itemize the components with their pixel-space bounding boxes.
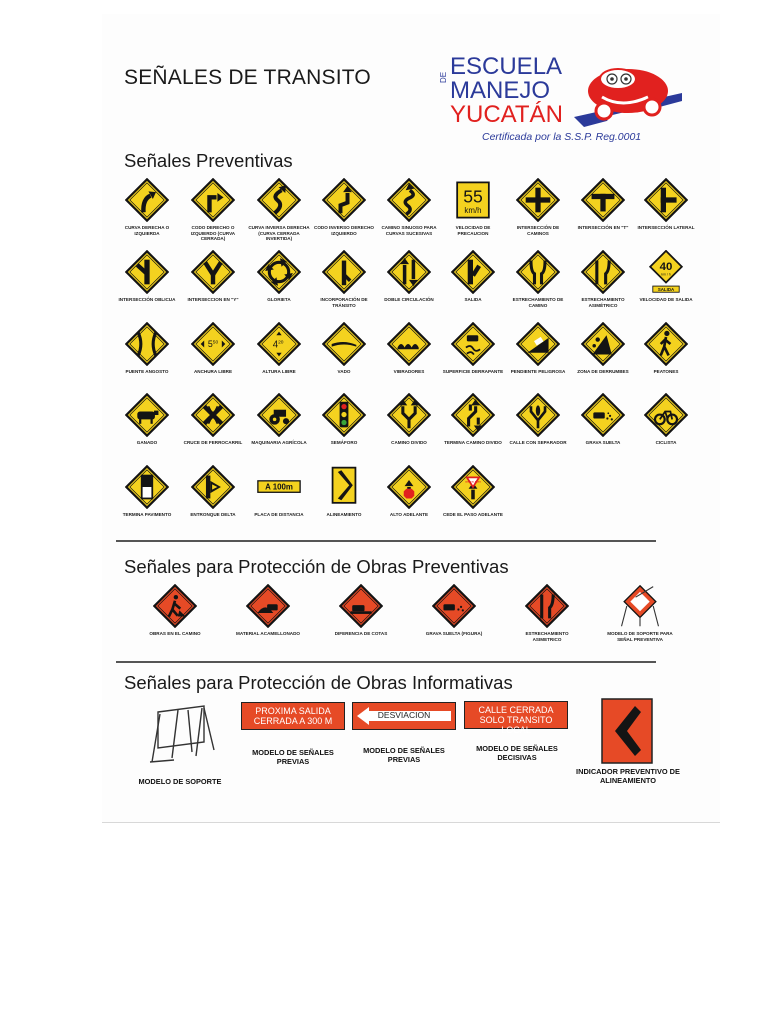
- sign-label: VIBRADORES: [393, 369, 425, 374]
- sign-label: ESTRECHAMIENTO DE CAMINO: [512, 297, 564, 308]
- support-stand-icon: [618, 584, 662, 628]
- preventive-sign: [116, 250, 178, 303]
- sign-label: ESTRECHAMIENTO ASIMÉTRICO: [581, 297, 625, 308]
- preventive-sign: [442, 322, 504, 375]
- height-limit-icon: [257, 322, 301, 366]
- side-road-icon: [644, 178, 688, 222]
- sign-label: CICLISTA: [655, 440, 677, 445]
- exit-speed-icon: [644, 250, 688, 294]
- preventive-sign: [572, 250, 634, 308]
- works-sign: [421, 584, 487, 637]
- sign-label: GRAVA SUELTA (FIGURA): [425, 631, 483, 636]
- distance-plate-icon: [249, 465, 309, 509]
- sign-label: INCORPORACIÓN DE TRÁNSITO: [320, 297, 368, 308]
- preventive-sign: [572, 322, 634, 375]
- sign-label: MODELO DE SOPORTE PARA SEÑAL PREVENTIVA: [607, 631, 673, 642]
- preventive-sign: [182, 465, 244, 518]
- preventive-sign: [507, 322, 569, 375]
- works-sign: [607, 584, 673, 642]
- previa-model-label-2: MODELO DE SEÑALES PREVIAS: [363, 746, 445, 764]
- level-difference-icon: [339, 584, 383, 628]
- sign-label: SEMÁFORO: [330, 440, 358, 445]
- sign-label: TERMINA CAMINO DIVIDO: [444, 440, 502, 445]
- divided-road-ends-icon: [451, 393, 495, 437]
- decisiva-model-label: MODELO DE SEÑALES DECISIVAS: [476, 744, 558, 762]
- sign-label: INTERSECCIÓN LATERAL: [637, 225, 695, 230]
- sign-label: PENDIENTE PELIGROSA: [510, 369, 566, 374]
- sign-label: CRUCE DE FERROCARRIL: [183, 440, 243, 445]
- support-model-label: MODELO DE SOPORTE: [138, 777, 222, 786]
- preventive-sign: [116, 465, 178, 518]
- preventive-sign: [116, 322, 178, 375]
- chevron-indicator-label: INDICADOR PREVENTIVO DE ALINEAMIENTO: [576, 767, 680, 785]
- loose-gravel-icon: [581, 393, 625, 437]
- roundabout-icon: [257, 250, 301, 294]
- decisiva-sign-text: CALLE CERRADA SOLO TRANSITO LOCAL: [478, 705, 554, 735]
- crossroads-icon: [516, 178, 560, 222]
- bicycle-icon: [644, 393, 688, 437]
- previa-sign-text: PROXIMA SALIDA CERRADA A 300 M: [253, 706, 333, 726]
- preventive-sign: [248, 178, 310, 242]
- yield-ahead-icon: [451, 465, 495, 509]
- road-narrows-icon: [516, 250, 560, 294]
- svg-text:A 100m: A 100m: [265, 482, 293, 492]
- sign-label: MAQUINARIA AGRÍCOLA: [251, 440, 307, 445]
- sign-label: VELOCIDAD DE SALIDA: [639, 297, 693, 302]
- sign-label: INTERSECCION EN "Y": [187, 297, 239, 302]
- works-sign: [235, 584, 301, 637]
- sign-label: PLACA DE DISTANCIA: [254, 512, 304, 517]
- sign-label: INTERSECCIÓN EN "T": [577, 225, 629, 230]
- section-divider: [116, 540, 656, 542]
- works-sign: [328, 584, 394, 637]
- preventive-sign: [248, 465, 310, 518]
- sign-label: TERMINA PAVIMENTO: [122, 512, 172, 517]
- sign-label: VELOCIDAD DE PRECAUCION: [455, 225, 491, 236]
- previa-sign-detour: [352, 702, 456, 730]
- oblique-intersection-icon: [125, 250, 169, 294]
- svg-text:CEDA EL PASO: CEDA EL PASO: [464, 481, 482, 484]
- svg-text:420: $4^{20}$: [272, 339, 284, 351]
- preventive-sign: [248, 393, 310, 446]
- preventive-sign: [378, 465, 440, 518]
- preventive-sign: [378, 250, 440, 303]
- falling-rocks-icon: [581, 322, 625, 366]
- chevron-icon: [322, 465, 366, 509]
- median-icon: [516, 393, 560, 437]
- page-title: SEÑALES DE TRANSITO: [124, 66, 371, 89]
- sign-label: CODO DERECHO O IZQUIERDO (CURVA CERRADA): [190, 225, 236, 242]
- preventive-sign: [182, 393, 244, 446]
- bumps-icon: [387, 322, 431, 366]
- preventive-sign: [116, 178, 178, 236]
- sign-label: CALLE CON SEPARADOR: [509, 440, 567, 445]
- svg-text:55: 55: [463, 186, 483, 207]
- sharp-turn-icon: [191, 178, 235, 222]
- svg-text:40: 40: [659, 261, 673, 274]
- sign-label: CURVA DERECHA O IZQUIERDA: [124, 225, 170, 236]
- sign-label: SALIDA: [464, 297, 482, 302]
- sign-label: CURVA INVERSA DERECHA (CURVA CERRADA INVERTIDA): [248, 225, 310, 242]
- cattle-icon: [125, 393, 169, 437]
- preventive-sign: [313, 178, 375, 236]
- logo-line3: YUCATÁN: [450, 101, 563, 128]
- winding-road-icon: [387, 178, 431, 222]
- divided-road-icon: [387, 393, 431, 437]
- sign-label: GRAVA SUELTA: [585, 440, 621, 445]
- sign-label: INTERSECCIÓN DE CAMINOS: [516, 225, 560, 236]
- tractor-icon: [257, 393, 301, 437]
- sign-label: CAMINO DIVIDO: [391, 440, 427, 445]
- car-mascot-icon: [564, 57, 684, 129]
- preventive-sign: [378, 393, 440, 446]
- sign-label: ALTO ADELANTE: [389, 512, 429, 517]
- sign-label: GLORIETA: [267, 297, 291, 302]
- preventive-sign: [182, 178, 244, 242]
- sign-label: ALINEAMIENTO: [326, 512, 362, 517]
- preventive-sign: [182, 250, 244, 303]
- previa-model-label: MODELO DE SEÑALES PREVIAS: [252, 748, 334, 766]
- sign-label: GANADO: [136, 440, 158, 445]
- preventive-sign: [442, 465, 504, 518]
- sign-label: VADO: [337, 369, 351, 374]
- svg-text:km/h: km/h: [464, 206, 482, 216]
- curve-arrow-icon: [125, 178, 169, 222]
- preventive-sign: [248, 250, 310, 303]
- y-intersection-icon: [191, 250, 235, 294]
- preventive-sign: [507, 393, 569, 446]
- pavement-ends-icon: [125, 465, 169, 509]
- sign-label: PEATONES: [653, 369, 679, 374]
- stop-ahead-icon: [387, 465, 431, 509]
- merge-icon: [322, 250, 366, 294]
- preventive-sign: [635, 250, 697, 303]
- preventive-sign: [572, 178, 634, 231]
- works-sign: [514, 584, 580, 642]
- svg-text:km / h: km / h: [661, 272, 671, 277]
- preventive-sign: [507, 250, 569, 308]
- section-divider: [116, 661, 656, 663]
- slippery-road-icon: [451, 322, 495, 366]
- school-logo: [436, 55, 686, 147]
- chevron-alignment-icon: [601, 698, 653, 764]
- two-way-icon: [387, 250, 431, 294]
- preventive-sign: [182, 322, 244, 375]
- sign-label: INTERSECCIÓN OBLICUA: [118, 297, 176, 302]
- gravel-icon: [432, 584, 476, 628]
- preventive-sign: [572, 393, 634, 446]
- sign-label: DOBLE CIRCULACIÓN: [384, 297, 434, 302]
- sign-label: SUPERFICIE DERRAPANTE: [442, 369, 504, 374]
- logo-line2: MANEJO: [450, 77, 551, 104]
- logo-line1: ESCUELA: [450, 53, 563, 80]
- reverse-turn-icon: [322, 178, 366, 222]
- sign-label: ALTURA LIBRE: [262, 369, 296, 374]
- steep-slope-icon: [516, 322, 560, 366]
- preventive-sign: [442, 178, 504, 236]
- sign-label: ESTRECHAMIENTO ASIMETRICO: [525, 631, 569, 642]
- pedestrian-icon: [644, 322, 688, 366]
- railroad-crossing-icon: [191, 393, 235, 437]
- speed-limit-icon: [451, 178, 495, 222]
- preventive-sign: [116, 393, 178, 446]
- section-works-informative-title: Señales para Protección de Obras Informativas: [124, 672, 513, 693]
- preventive-sign: [378, 178, 440, 236]
- detour-text: DESVIACION: [377, 710, 431, 720]
- section-preventive-title: Señales Preventivas: [124, 150, 293, 171]
- svg-text:550: $5^{50}$: [207, 339, 219, 350]
- section-works-preventive-title: Señales para Protección de Obras Preventivas: [124, 556, 509, 577]
- delta-junction-icon: [191, 465, 235, 509]
- sign-label: CAMINO SINUOSO PARA CURVAS SUCESIVAS: [381, 225, 437, 236]
- sign-label: MATERIAL ACAMELLONADO: [236, 631, 300, 636]
- previa-sign-closed-exit: [241, 702, 345, 730]
- preventive-sign: [635, 178, 697, 231]
- support-stand-icon: [148, 702, 218, 768]
- svg-text:SALIDA: SALIDA: [657, 286, 675, 292]
- sign-label: PUENTE ANGOSTO: [125, 369, 169, 374]
- preventive-sign: [313, 250, 375, 308]
- logo-certification: Certificada por la S.S.P. Reg.0001: [482, 131, 642, 143]
- material-icon: [246, 584, 290, 628]
- sign-label: OBRAS EN EL CAMINO: [149, 631, 201, 636]
- road-work-icon: [153, 584, 197, 628]
- preventive-sign: [378, 322, 440, 375]
- narrow-icon: [525, 584, 569, 628]
- preventive-sign: [442, 250, 504, 303]
- preventive-sign: [635, 393, 697, 446]
- dip-icon: [322, 322, 366, 366]
- sign-label: ANCHURA LIBRE: [193, 369, 233, 374]
- traffic-light-icon: [322, 393, 366, 437]
- works-sign: [142, 584, 208, 637]
- preventive-sign: [442, 393, 504, 446]
- preventive-sign: [507, 178, 569, 236]
- decisiva-sign-closed-street: [464, 701, 568, 735]
- sign-label: CODO INVERSO DERECHO IZQUIERDO: [314, 225, 374, 236]
- sign-label: CEDE EL PASO ADELANTE: [443, 512, 503, 517]
- logo-prefix: DE: [439, 71, 448, 83]
- preventive-sign: [248, 322, 310, 375]
- preventive-sign: [313, 322, 375, 375]
- sign-label: ENTRONQUE DELTA: [190, 512, 236, 517]
- asymmetric-narrow-icon: [581, 250, 625, 294]
- preventive-sign: [635, 322, 697, 375]
- preventive-sign: [313, 465, 375, 518]
- t-intersection-icon: [581, 178, 625, 222]
- preventive-sign: [313, 393, 375, 446]
- exit-icon: [451, 250, 495, 294]
- sign-label: DIFERENCIA DE COTAS: [334, 631, 388, 636]
- narrow-bridge-icon: [125, 322, 169, 366]
- reverse-curve-icon: [257, 178, 301, 222]
- width-limit-icon: [191, 322, 235, 366]
- sign-label: ZONA DE DERRUMBES: [577, 369, 629, 374]
